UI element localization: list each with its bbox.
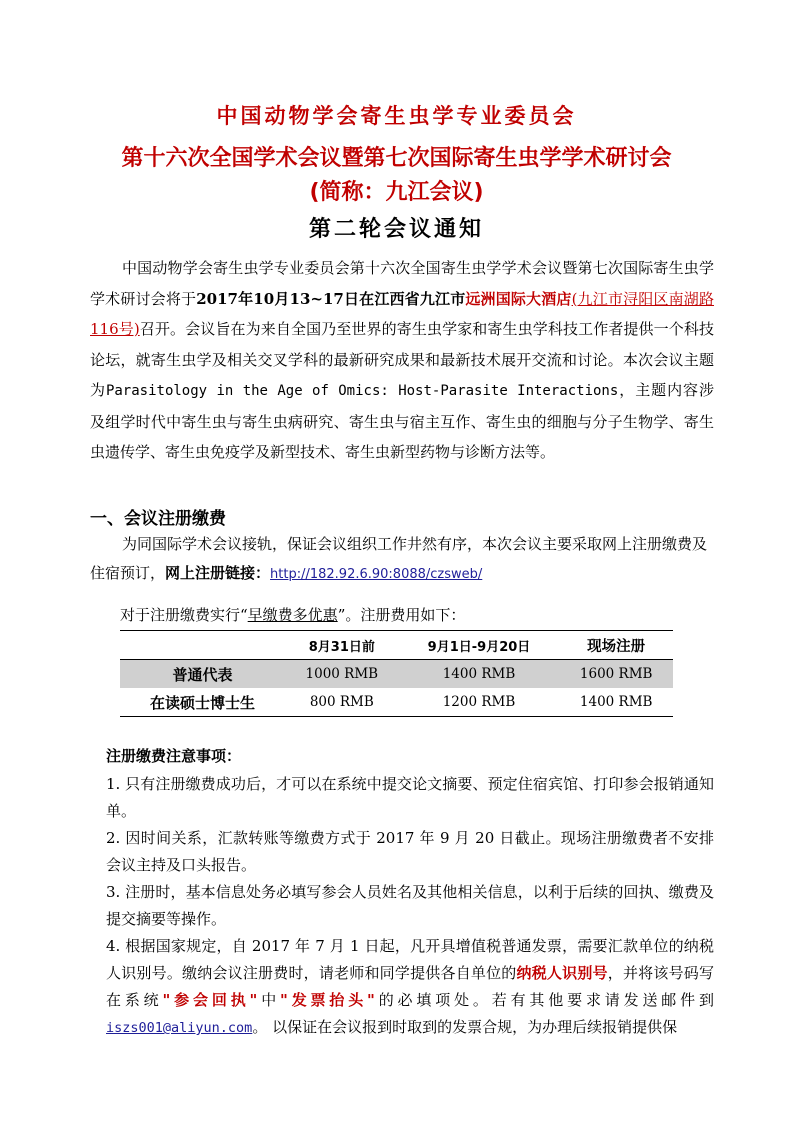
fee-header-onsite: 现场注册 <box>587 638 646 655</box>
fee-value: 1400 RMB <box>579 694 653 710</box>
note-item: 1. 只有注册缴费成功后，才可以在系统中提交论文摘要、预定住宿宾馆、打印参会报销通知单。 <box>106 775 714 820</box>
intro-text-3: ，主题内容涉及组学时代中寄生虫与寄生虫病研究、寄生虫与宿主互作、寄生虫的细胞与分子生物学、寄生虫遗传学、寄生虫免疫学及新型技术、寄生虫新型药物与诊断方法等。 <box>90 381 714 461</box>
notes-list <box>106 771 714 1042</box>
fee-category: 普通代表 <box>172 665 233 684</box>
fee-value: 1000 RMB <box>305 666 379 682</box>
note-4-text-c: 中 <box>257 991 281 1009</box>
note-4-text-a: 4. 根据国家规定，自 2017 年 7 月 1 日起，凡开具增值税普通发票，需要汇款单位的纳税人识别号。缴纳会议注册费时，请老师和同学提供各自单位的 <box>106 937 714 982</box>
intro-text-2: 召开。会议旨在为来自全国乃至世界的寄生虫学家和寄生虫学科技工作者提供一个科技论坛，就寄生虫学及相关交叉学科的最新研究成果和最新技术展开交流和讨论。本次会议主题为 <box>90 320 714 399</box>
fee-value: 1200 RMB <box>442 694 516 710</box>
short-name-title: (简称：九江会议) <box>309 180 484 205</box>
fee-intro-a: 对于注册缴费实行“ <box>120 606 248 624</box>
fee-table-header <box>120 631 673 660</box>
fee-header-blank <box>120 631 285 660</box>
registration-link[interactable]: http://182.92.6.90:8088/czsweb/ <box>270 567 483 582</box>
fee-value: 1600 RMB <box>579 666 653 682</box>
fee-category: 在读硕士博士生 <box>149 693 255 712</box>
note-4-invoice: "发票抬头" <box>280 991 375 1009</box>
table-row <box>120 660 673 689</box>
contact-email-link[interactable]: iszs001@aliyun.com <box>106 1020 253 1036</box>
fee-intro <box>120 604 465 625</box>
note-4-text-d: 的必填项处。若有其他要求请发送邮件到 <box>374 991 714 1009</box>
intro-theme: Parasitology in the Age of Omics: Host-Parasite Interactions <box>105 383 619 399</box>
note-item: 3. 注册时，基本信息处务必填写参会人员姓名及其他相关信息，以利于后续的回执、缴费及提交摘要等操作。 <box>106 883 714 928</box>
fee-intro-emphasis: 早缴费多优惠 <box>247 606 338 624</box>
intro-hotel: 远洲国际大酒店 <box>465 289 572 308</box>
meeting-title: 第十六次全国学术会议暨第七次国际寄生虫学学术研讨会 <box>121 146 672 171</box>
intro-text-1: 中国动物学会寄生虫学专业委员会第十六次全国寄生虫学学术会议暨第七次国际寄生虫学学术研讨会将于 <box>90 259 714 308</box>
fee-table <box>120 630 673 717</box>
intro-address: (九江市浔阳区南湖路116号) <box>90 289 714 338</box>
intro-paragraph <box>90 253 714 468</box>
intro-date-place: 2017年10月13~17日在江西省九江市 <box>196 289 466 308</box>
fee-header-early: 8月31日前 <box>308 639 375 655</box>
note-4-text-b: ，并将该号码写在系统 <box>106 964 714 1009</box>
section-heading-registration: 一、会议注册缴费 <box>90 509 226 529</box>
fee-intro-b: ”。注册费用如下： <box>337 606 466 624</box>
note-4-text-e: 。 以保证在会议报到时取到的发票合规，为办理后续报销提供保 <box>252 1018 678 1036</box>
notice-title: 第二轮会议通知 <box>308 217 484 242</box>
registration-paragraph <box>90 530 714 589</box>
note-item <box>106 933 714 1042</box>
note-item: 2. 因时间关系，汇款转账等缴费方式于 2017 年 9 月 20 日截止。现场注册缴费者不安排会议主持及口头报告。 <box>106 829 714 874</box>
fee-value: 1400 RMB <box>442 666 516 682</box>
note-4-receipt: "参会回执" <box>162 991 258 1009</box>
registration-link-label: 网上注册链接： <box>165 564 271 582</box>
org-title: 中国动物学会寄生虫学专业委员会 <box>216 104 577 128</box>
registration-text: 为同国际学术会议接轨，保证会议组织工作井然有序，本次会议主要采取网上注册缴费及住宿预订， <box>90 535 708 582</box>
table-row <box>120 688 673 717</box>
note-4-taxid: 纳税人识别号 <box>516 964 608 982</box>
fee-header-regular: 9月1日-9月20日 <box>427 639 531 655</box>
notes-heading: 注册缴费注意事项： <box>106 747 242 765</box>
fee-value: 800 RMB <box>309 694 374 710</box>
